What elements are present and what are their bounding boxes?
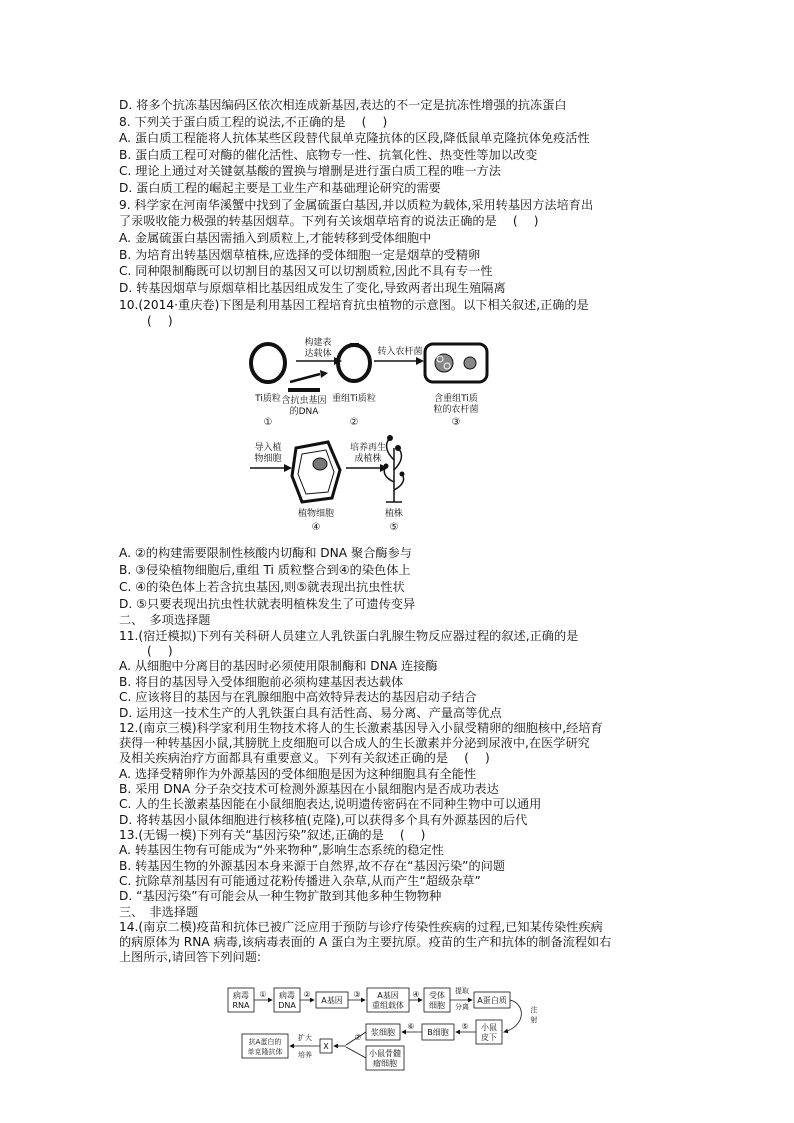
option-line: B. ③侵染植物细胞后,重组 Ti 质粒整合到④的染色体上 [119,563,411,577]
label-agro-a: 含重组Ti质 [434,394,478,404]
section-heading: 二、 多项选择题 [119,613,211,627]
t-x: X [323,1042,329,1051]
t-antibody-a: 抗A蛋白的 [248,1038,282,1046]
option-line: D. 蛋白质工程的崛起主要是工业生产和基础理论研究的需要 [119,181,441,195]
label-n3: ③ [451,417,461,428]
t-a-vector-a: A基因 [377,991,399,1000]
option-line: A. 蛋白质工程能将人抗体某些区段替代鼠单克隆抗体的区段,降低鼠单克隆抗体免疫活性 [119,131,590,145]
question-14: 14.(南京二模)疫苗和抗体已被广泛应用于预防与诊疗传染性疾病的过程,已知某传染性疾病 [119,920,603,934]
t-c7: ⑦ [354,1033,362,1042]
text-line: 了汞吸收能力极强的转基因烟草。下列有关该烟草培育的说法正确的是 ( ) [119,214,539,228]
option-line: B. 转基因生物的外源基因本身来源于自然界,故不存在“基因污染”的问题 [119,859,506,873]
label-step2: 转入农杆菌 [377,347,423,357]
option-line: B. 采用 DNA 分子杂交技术可检测外源基因在小鼠细胞内是否成功表达 [119,782,499,796]
label-recombinant: 重组Ti质粒 [332,394,376,404]
option-line: D. 运用这一技术生产的人乳铁蛋白具有活性高、易分离、产量高等优点 [119,706,502,720]
option-line: C. 抗除草剂基因有可能通过花粉传播进入杂草,从而产生“超级杂草” [119,874,481,888]
section-heading: 三、 非选择题 [119,905,199,919]
label-step4-a: 培养再生 [349,443,387,453]
t-extract-b: 分离 [455,1003,469,1011]
t-a-protein: A蛋白质 [477,996,507,1005]
t-b-cell: B细胞 [427,1028,449,1037]
option-line: C. 理论上通过对关键氨基酸的置换与增删是进行蛋白质工程的唯一方法 [119,164,501,178]
option-line: D. 将转基因小鼠体细胞进行核移植(克隆),可以获得多个具有外源基因的后代 [119,813,528,827]
figure-gene-engineering [240,330,510,535]
t-c2: ② [303,990,311,999]
t-c5: ⑤ [461,1022,469,1031]
t-c3: ③ [353,990,361,999]
t-virus-dna-b: DNA [278,1001,296,1010]
option-line: B. 蛋白质工程可对酶的催化活性、底物专一性、抗氧化性、热变性等加以改变 [119,148,538,162]
label-plant: 植株 [384,509,404,519]
option-line: D. ⑤只要表现出抗虫性状就表明植株发生了可遗传变异 [119,597,416,611]
option-line: C. 人的生长激素基因能在小鼠细胞表达,说明遗传密码在不同种生物中可以通用 [119,797,542,811]
label-n2: ② [349,417,359,428]
option-line: D. 转基因烟草与原烟草相比基因组成发生了变化,导致两者出现生殖隔离 [119,281,506,295]
label-n4: ④ [311,522,321,533]
text-line: D. 将多个抗冻基因编码区依次相连成新基因,表达的不一定是抗冻性增强的抗冻蛋白 [119,98,567,112]
gene-dna-fragment [288,388,320,392]
text-line: 的病原体为 RNA 病毒,该病毒表面的 A 蛋白为主要抗原。疫苗的生产和抗体的制备流程如右 [119,935,612,949]
label-step3-a: 导入植 [254,443,282,453]
t-virus-rna-a: 病毒 [233,991,249,1000]
t-host-b: 细胞 [429,1001,445,1010]
option-line: C. 同种限制酶既可以切割目的基因又可以切割质粒,因此不具有专一性 [119,264,493,278]
t-plasma: 浆细胞 [371,1028,395,1037]
agrobacterium-dish [425,344,487,382]
option-line: C. ④的染色体上若含抗虫基因,则⑤就表现出抗虫性状 [119,580,405,594]
question-10: 10.(2014·重庆卷)下图是利用基因工程培育抗虫植物的示意图。以下相关叙述,正确的是 [119,298,589,312]
answer-bracket: ( ) [147,644,173,658]
t-a-gene: A基因 [321,996,343,1005]
label-plant-cell: 植物细胞 [297,509,335,519]
t-inject-b: 射 [530,1016,538,1024]
label-n1: ① [263,417,273,428]
t-myeloma-b: 瘤细胞 [373,1059,397,1068]
label-n5: ⑤ [389,522,399,533]
question-9: 9. 科学家在河南华溪蟹中找到了金属硫蛋白基因,并以质粒为载体,采用转基因方法培育出 [119,198,594,212]
t-virus-dna-a: 病毒 [279,991,295,1000]
recombinant-plasmid-shape [338,345,370,381]
question-12: 12.(南京三模)科学家利用生物技术将人的生长激素基因导入小鼠受精卵的细胞核中,经培育 [119,721,603,735]
t-inject-a: 注 [530,1006,538,1014]
label-gene-dna-a: 含抗虫基因 [281,396,327,406]
option-line: A. 转基因生物有可能成为“外来物种”,影响生态系统的稳定性 [119,843,444,857]
t-expand-b: 培养 [298,1051,312,1059]
option-line: B. 为培育出转基因烟草植株,应选择的受体细胞一定是烟草的受精卵 [119,248,481,262]
answer-bracket: ( ) [147,314,173,328]
t-c4: ④ [412,990,420,999]
option-line: C. 应该将目的基因与在乳腺细胞中高效特异表达的基因启动子结合 [119,690,477,704]
ti-plasmid-shape [251,344,285,382]
label-step1-b: 达载体 [304,349,332,359]
t-expand-a: 扩大 [298,1034,312,1042]
figure-vaccine-flowchart [224,982,554,1092]
t-virus-rna-b: RNA [232,1001,250,1010]
question-13: 13.(无锡一模)下列有关“基因污染”叙述,正确的是 ( ) [119,828,426,842]
t-myeloma-a: 小鼠骨髓 [369,1049,401,1058]
t-mouse-b: 皮下 [481,1033,497,1042]
label-gene-dna-b: 的DNA [289,407,319,417]
question-8: 8. 下列关于蛋白质工程的说法,不正确的是 ( ) [119,115,388,129]
label-agro-b: 粒的农杆菌 [433,405,479,415]
text-line: 获得一种转基因小鼠,其膀胱上皮细胞可以合成人的生长激素并分泌到尿液中,在医学研究 [119,736,590,750]
t-host-a: 受体 [429,991,445,1000]
t-antibody-b: 单克隆抗体 [247,1048,283,1056]
option-line: A. 金属硫蛋白基因需插入到质粒上,才能转移到受体细胞中 [119,231,432,245]
t-extract-a: 提取 [455,987,469,995]
label-step1-a: 构建表 [304,338,332,348]
option-line: B. 将目的基因导入受体细胞前必须构建基因表达载体 [119,675,404,689]
text-line: 上图所示,请回答下列问题: [119,950,262,964]
t-mouse-a: 小鼠 [481,1023,497,1032]
option-line: A. 选择受精卵作为外源基因的受体细胞是因为这种细胞具有全能性 [119,767,477,781]
t-c1: ① [259,990,267,999]
label-step4-b: 成植株 [354,454,382,464]
option-line: A. 从细胞中分离目的基因时必须使用限制酶和 DNA 连接酶 [119,659,438,673]
option-line: A. ②的构建需要限制性核酸内切酶和 DNA 聚合酶参与 [119,546,412,560]
question-11: 11.(宿迁模拟)下列有关科研人员建立人乳铁蛋白乳腺生物反应器过程的叙述,正确的是 [119,629,579,643]
t-c6: ⑥ [407,1022,415,1031]
label-step3-b: 物细胞 [254,454,282,464]
option-line: D. “基因污染”有可能会从一种生物扩散到其他多种生物物种 [119,889,442,903]
label-ti-plasmid: Ti质粒 [255,394,281,404]
t-a-vector-b: 重组载体 [372,1001,404,1010]
text-line: 及相关疾病治疗方面都具有重要意义。下列有关叙述正确的是 ( ) [119,751,490,765]
